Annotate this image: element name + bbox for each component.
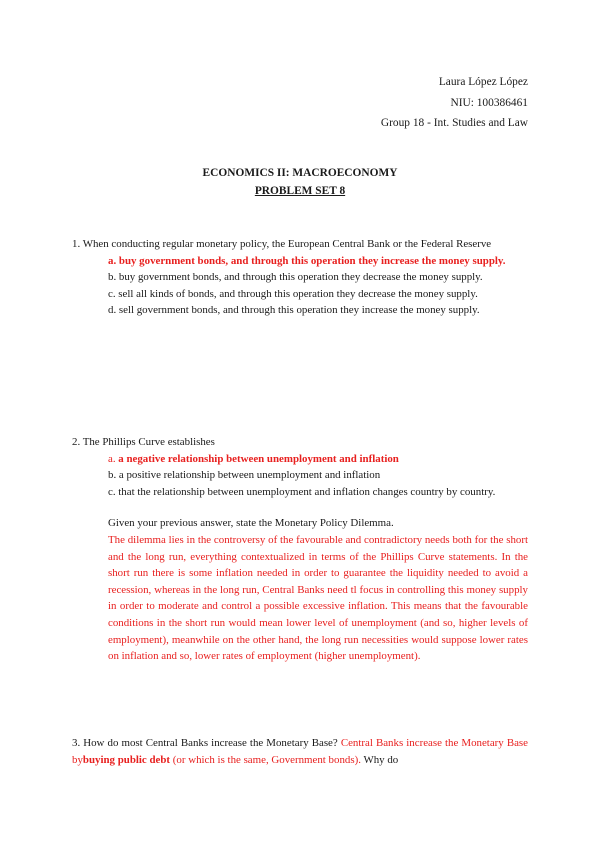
question-1-option-c: c. sell all kinds of bonds, and through this operation they decrease the money supply. [108,287,478,300]
question-2-options [108,451,528,501]
question-1-option-d: d. sell government bonds, and through this operation they increase the money supply. [108,304,480,317]
question-2-option-b: b. a positive relationship between unemployment and inflation [108,469,381,482]
author-niu: NIU: 100386461 [450,96,528,109]
question-2-answer: The dilemma lies in the controversy of the favourable and contradictory needs both for the short and the long run, everything contextualized in terms of the Phillips Curve statements. In the short run there is some inflation needed in order to guarantee the liquidity needed to avoid a recession, whereas in the long run, Central Banks need tl focus in controlling this money supply in order to moderate and control a possible excessive inflation. This means that the favourable conditions in the short run would mean lower level of unemployment (and so, higher levels of employment), meanwhile on the other hand, the long run necessities would suppose lower rates on inflation and so, lower rates of employment (higher unemployment). [108,533,528,663]
question-2 [72,434,528,665]
question-3-paragraph [72,735,528,768]
question-2-option-a [108,451,528,468]
question-3-text: 3. How do most Central Banks increase the Monetary Base? [72,737,338,749]
question-2-followup-block [108,515,528,664]
author-name: Laura López López [438,76,528,88]
problem-set-title: PROBLEM SET 8 [254,185,346,197]
question-3 [72,735,528,768]
question-3-answer-part2: (or which is the same, Government bonds). [172,753,361,766]
question-3-trailing: Why do [363,753,399,766]
question-3-answer-bold: buying public debt [82,753,171,766]
question-2-option-c: c. that the relationship between unemployment and inflation changes country by country. [108,485,496,498]
question-3-answer-part1: Central Banks increase the Monetary Base by [72,737,528,766]
course-title: ECONOMICS II: MACROECONOMY [202,167,398,179]
question-2-option-a-text: a negative relationship between unemployment and inflation [118,452,399,465]
document-title [0,164,600,200]
author-header [381,72,528,134]
question-1-option-a: a. buy government bonds, and through this operation they increase the money supply. [108,254,506,267]
question-1-options [108,253,528,319]
question-1-text: 1. When conducting regular monetary policy, the European Central Bank or the Federal Reserve [72,238,492,250]
question-2-followup: Given your previous answer, state the Monetary Policy Dilemma. [108,517,394,530]
question-2-option-a-letter: a. [108,452,116,465]
author-group: Group 18 - Int. Studies and Law [380,117,528,129]
question-1-option-b: b. buy government bonds, and through this operation they decrease the money supply. [108,271,483,284]
question-1 [72,236,528,319]
question-2-text: 2. The Phillips Curve establishes [72,436,215,448]
